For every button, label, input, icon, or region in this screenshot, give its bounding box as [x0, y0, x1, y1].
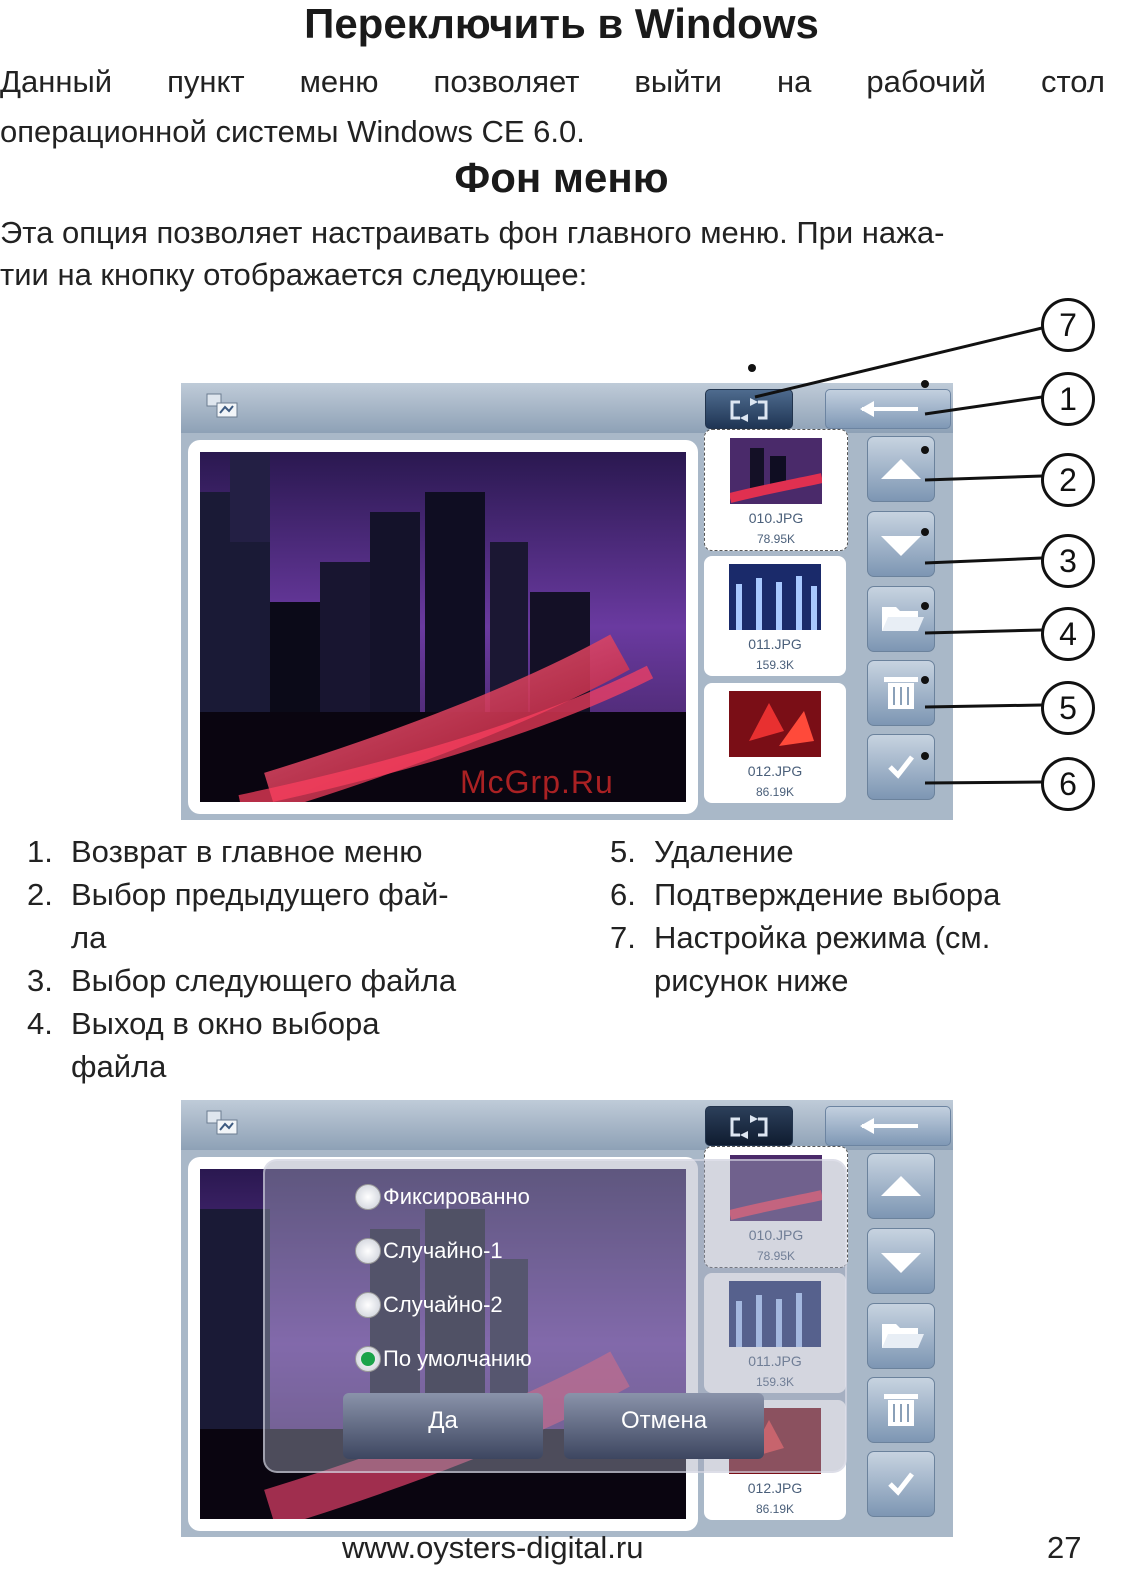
list-text: Подтверждение выбора	[654, 877, 1001, 912]
thumbnail-filename: 012.JPG	[747, 1480, 803, 1496]
list-text-cont: ла	[71, 920, 107, 955]
paragraph-windows-line2: операционной системы Windows CE 6.0.	[0, 114, 585, 149]
list-item	[610, 916, 1090, 1002]
callout-number: 6	[1041, 757, 1095, 811]
thumbnail-filename: 010.JPG	[748, 510, 804, 526]
list-text-cont: файла	[71, 1049, 167, 1084]
thumbnail-filename: 011.JPG	[748, 1353, 802, 1369]
radio-label: По умолчанию	[383, 1346, 532, 1371]
radio-button[interactable]	[355, 1238, 381, 1264]
paragraph-bg-line2: тии на кнопку отображается следующее:	[0, 257, 588, 292]
word: меню	[299, 64, 379, 99]
thumbnail-filesize: 159.3K	[755, 1375, 795, 1389]
radio-label: Фиксированно	[383, 1184, 530, 1209]
thumbnail-filesize: 159.3K	[755, 658, 795, 672]
word: Данный	[0, 64, 113, 99]
list-item	[27, 1002, 567, 1088]
list-item	[610, 873, 1090, 916]
list-item	[610, 830, 1090, 873]
list-text: Удаление	[654, 834, 794, 869]
word: стол	[1040, 64, 1105, 99]
open-folder-button[interactable]	[867, 1303, 935, 1369]
list-item	[27, 959, 567, 1002]
list-number: 4.	[27, 1006, 53, 1041]
section-title-windows: Переключить в Windows	[304, 0, 819, 47]
list-text: Выбор следующего файла	[71, 963, 457, 998]
list-item	[27, 830, 567, 873]
legend-list-right	[610, 830, 1090, 1002]
mode-settings-button[interactable]	[705, 1106, 793, 1146]
list-text-cont: рисунок ниже	[654, 963, 849, 998]
list-item	[27, 873, 567, 959]
list-number: 2.	[27, 877, 53, 912]
radio-label: Случайно-1	[383, 1238, 503, 1263]
list-number: 6.	[610, 877, 636, 912]
thumbnail-filename: 012.JPG	[747, 763, 803, 779]
callout-number: 1	[1041, 372, 1095, 426]
callout-number: 2	[1041, 453, 1095, 507]
swap-icon	[706, 1107, 792, 1145]
thumbnail-filename: 010.JPG	[748, 1227, 804, 1243]
paragraph-bg-line1: Эта опция позволяет настраивать фон главного меню. При нажа-	[0, 215, 945, 250]
list-text: Настройка режима (см.	[654, 920, 991, 955]
watermark: McGrp.Ru	[460, 764, 614, 800]
radio-button[interactable]	[355, 1184, 381, 1210]
trash-icon	[868, 1378, 934, 1442]
arrow-down-icon	[868, 1229, 934, 1293]
footer-url: www.oysters-digital.ru	[342, 1530, 644, 1565]
list-number: 5.	[610, 834, 636, 869]
thumbnail-filesize: 86.19K	[755, 1502, 795, 1516]
thumbnail-filesize: 78.95K	[756, 1249, 796, 1263]
thumbnail-filesize: 78.95K	[756, 532, 796, 546]
word: рабочий	[866, 64, 986, 99]
confirm-button[interactable]	[867, 1451, 935, 1517]
callout-number: 7	[1041, 298, 1095, 352]
list-text: Выбор предыдущего фай-	[71, 877, 449, 912]
callout-number: 3	[1041, 534, 1095, 588]
page-number: 27	[1047, 1530, 1082, 1565]
thumbnail-filesize: 86.19K	[755, 785, 795, 799]
legend-list-left	[27, 830, 567, 1088]
previous-file-button[interactable]	[867, 1153, 935, 1219]
word: выйти	[634, 64, 722, 99]
thumbnail-filename: 011.JPG	[748, 636, 802, 652]
arrow-up-icon	[868, 1154, 934, 1218]
cancel-button[interactable]: Отмена	[564, 1393, 764, 1459]
radio-button-selected[interactable]	[355, 1346, 381, 1372]
folder-icon	[868, 1304, 934, 1368]
list-text: Выход в окно выбора	[71, 1006, 380, 1041]
next-file-button[interactable]	[867, 1228, 935, 1294]
list-text: Возврат в главное меню	[71, 834, 423, 869]
ok-button[interactable]: Да	[343, 1393, 543, 1459]
callout-number: 5	[1041, 681, 1095, 735]
radio-button[interactable]	[355, 1292, 381, 1318]
word: на	[776, 64, 812, 99]
mode-dialog	[263, 1159, 847, 1473]
callout-number: 4	[1041, 607, 1095, 661]
checkmark-icon	[868, 1452, 934, 1516]
section-title-menu-background: Фон меню	[454, 154, 669, 201]
delete-button[interactable]	[867, 1377, 935, 1443]
title-bar	[181, 1100, 953, 1150]
list-number: 3.	[27, 963, 53, 998]
back-arrow-icon	[826, 1107, 950, 1145]
app-logo-icon	[205, 1108, 241, 1138]
list-number: 7.	[610, 920, 636, 955]
word: пункт	[167, 64, 245, 99]
back-button[interactable]	[825, 1106, 951, 1146]
list-number: 1.	[27, 834, 53, 869]
radio-label: Случайно-2	[383, 1292, 503, 1317]
word: позволяет	[433, 64, 580, 99]
